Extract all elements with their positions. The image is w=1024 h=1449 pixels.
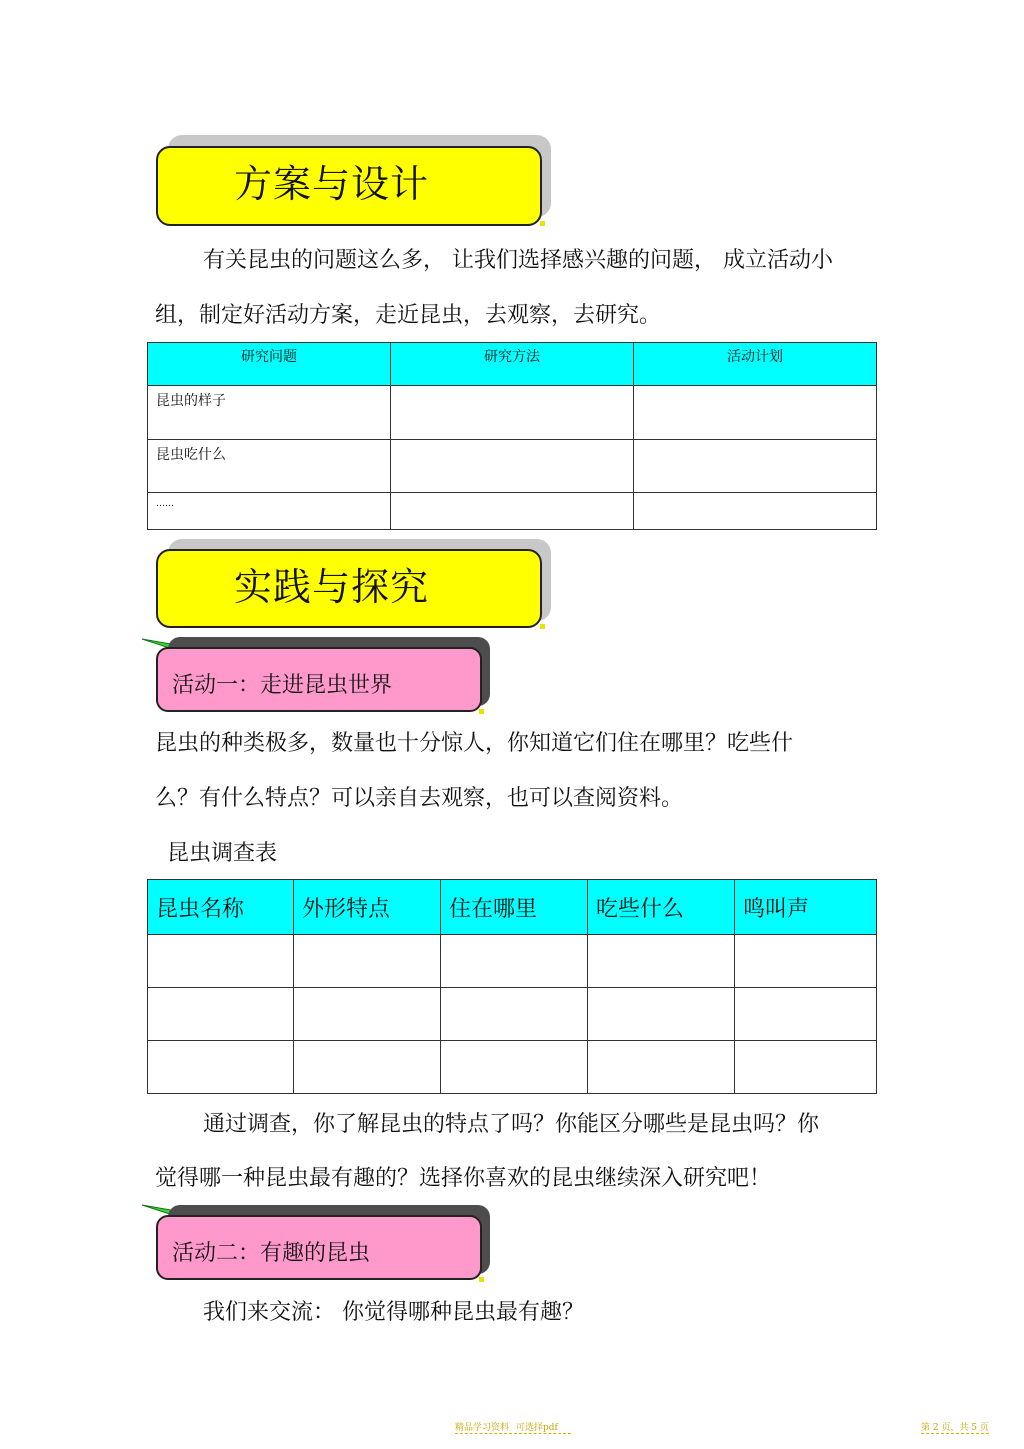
practice-banner [156, 549, 542, 628]
activity2-title: 活动二：有趣的昆虫 [172, 1241, 371, 1266]
plan-cell[interactable] [391, 493, 634, 530]
table-row [148, 935, 877, 988]
survey-cell[interactable] [735, 935, 877, 988]
plan-cell[interactable] [391, 386, 634, 440]
survey-header-food: 吃些什么 [588, 880, 735, 935]
plan-cell[interactable] [634, 440, 877, 493]
plan-cell[interactable] [634, 493, 877, 530]
plan-row-label: 昆虫的样子 [148, 386, 391, 440]
table-row [148, 1041, 877, 1094]
practice-section-title: 实践与探究 [234, 565, 430, 609]
survey-cell[interactable] [294, 988, 441, 1041]
banner-corner-mark [540, 221, 545, 226]
activity2-banner [156, 1215, 482, 1280]
survey-header-appearance: 外形特点 [294, 880, 441, 935]
survey-cell[interactable] [588, 1041, 735, 1094]
after-survey-line-2: 觉得哪一种昆虫最有趣的？选择你喜欢的昆虫继续深入研究吧！ [155, 1166, 772, 1191]
footer-dashed-line [455, 1433, 571, 1434]
survey-table [147, 879, 877, 1094]
activity2-text: 我们来交流： 你觉得哪种昆虫最有趣？ [203, 1300, 584, 1325]
table-row [148, 988, 877, 1041]
survey-cell[interactable] [148, 988, 294, 1041]
intro-line-2: 组，制定好活动方案，走近昆虫，去观察，去研究。 [155, 303, 662, 328]
plan-header-method: 研究方法 [391, 343, 634, 386]
survey-header-habitat: 住在哪里 [441, 880, 588, 935]
survey-cell[interactable] [294, 1041, 441, 1094]
footer-left-text: 精品学习资料 [455, 1423, 510, 1433]
footer-dashed-line [921, 1433, 989, 1434]
plan-table [147, 342, 877, 530]
banner-corner-mark [479, 1277, 484, 1282]
plan-header-question: 研究问题 [148, 343, 391, 386]
design-banner [156, 146, 542, 226]
plan-row-label: 昆虫吃什么 [148, 440, 391, 493]
footer-mid-text: 可选择pdf [516, 1423, 558, 1433]
activity1-banner [156, 647, 482, 712]
survey-cell[interactable] [148, 1041, 294, 1094]
survey-cell[interactable] [735, 988, 877, 1041]
survey-cell[interactable] [588, 935, 735, 988]
survey-cell[interactable] [735, 1041, 877, 1094]
banner-corner-mark [479, 709, 484, 714]
survey-cell[interactable] [441, 1041, 588, 1094]
survey-cell[interactable] [588, 988, 735, 1041]
plan-cell[interactable] [634, 386, 877, 440]
activity1-line-2: 么？有什么特点？可以亲自去观察，也可以查阅资料。 [155, 786, 684, 811]
survey-header-name: 昆虫名称 [148, 880, 294, 935]
page-number: 第 2 页，共 5 页 [921, 1423, 989, 1433]
plan-cell[interactable] [391, 440, 634, 493]
activity1-title: 活动一：走进昆虫世界 [172, 673, 393, 698]
intro-line-1: 有关昆虫的问题这么多， 让我们选择感兴趣的问题， 成立活动小 [203, 248, 833, 273]
banner-corner-mark [540, 624, 545, 629]
survey-cell[interactable] [441, 988, 588, 1041]
survey-cell[interactable] [148, 935, 294, 988]
survey-header-sound: 鸣叫声 [735, 880, 877, 935]
survey-cell[interactable] [441, 935, 588, 988]
plan-header-schedule: 活动计划 [634, 343, 877, 386]
after-survey-line-1: 通过调查，你了解昆虫的特点了吗？你能区分哪些是昆虫吗？你 [203, 1112, 820, 1137]
activity1-line-1: 昆虫的种类极多，数量也十分惊人，你知道它们住在哪里？吃些什 [155, 731, 794, 756]
survey-table-label: 昆虫调查表 [167, 841, 278, 866]
plan-row-label: …… [148, 493, 391, 530]
design-section-title: 方案与设计 [234, 162, 430, 206]
survey-cell[interactable] [294, 935, 441, 988]
